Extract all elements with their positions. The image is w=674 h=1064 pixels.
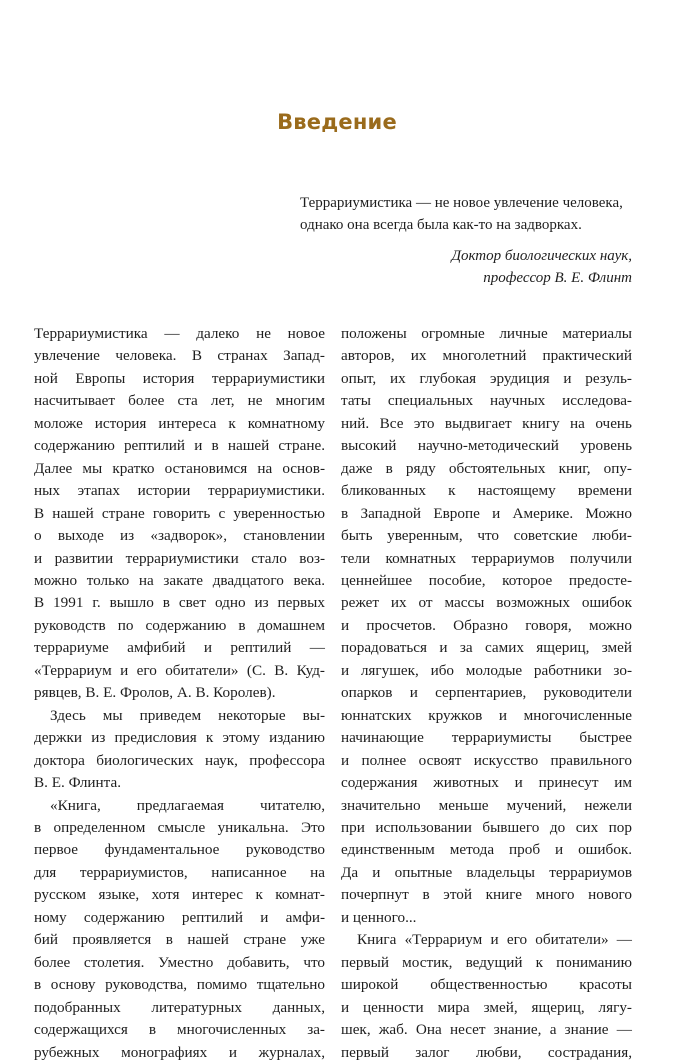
text-line: Здесь мы приведем некоторые вы- xyxy=(50,706,325,724)
text-line: бликованных к настоящему времени xyxy=(341,482,632,500)
text-line: держки из предисловия к этому изданию xyxy=(34,729,325,747)
text-line: подобранных литературных данных, xyxy=(34,998,325,1016)
attribution-line: профессор В. Е. Флинт xyxy=(483,270,632,286)
text-line: рубежных монографиях и журналах, xyxy=(34,1043,325,1061)
text-line: и ценного... xyxy=(341,908,417,926)
text-line: опарков и серпентариев, руководители xyxy=(341,684,632,702)
epigraph xyxy=(300,192,632,289)
text-line: и полнее освоят искусство правильного xyxy=(341,751,632,769)
text-line: увлечение человека. В странах Запад- xyxy=(34,347,325,365)
right-column xyxy=(341,323,632,1064)
text-line: ний. Все это выдвигает книгу на очень xyxy=(341,414,632,432)
text-line: при использовании бывшего до сих пор xyxy=(341,818,632,836)
text-line: быть уверенным, что советские люби- xyxy=(341,527,632,545)
text-line: и ценности мира змей, ящериц, лягу- xyxy=(341,998,632,1016)
epigraph-quote xyxy=(300,192,632,236)
text-line: террариуме амфибий и рептилий — xyxy=(34,639,325,657)
text-line: тели комнатных террариумов получили xyxy=(341,549,632,567)
text-line: ных этапах истории террариумистики. xyxy=(34,482,325,500)
text-line: значительно меньше мучений, нежели xyxy=(341,796,632,814)
text-line: доктора биологических наук, профессора xyxy=(34,751,325,769)
text-line: шек, жаб. Она несет знание, а знание — xyxy=(341,1021,632,1039)
text-line: даже в ряду обстоятельных книг, опу- xyxy=(341,459,632,477)
text-line: Книга «Террариум и его обитатели» — xyxy=(357,931,632,949)
text-line: содержащихся в многочисленных за- xyxy=(34,1021,325,1039)
text-line: ной Европы история террариумистики xyxy=(34,369,325,387)
attribution-line: Доктор биологических наук, xyxy=(451,248,632,264)
text-line: положены огромные личные материалы xyxy=(341,325,632,342)
text-line: почерпнут в этой книге много нового xyxy=(341,886,632,904)
text-line: содержанию рептилий и в нашей стране. xyxy=(34,437,325,455)
text-line: бий проявляется в нашей стране уже xyxy=(34,931,325,949)
text-line: режет их от массы возможных ошибок xyxy=(341,594,632,612)
text-line: Да и опытные владельцы террариумов xyxy=(341,863,632,881)
text-line: Террариумистика — далеко не новое xyxy=(34,325,325,342)
left-column xyxy=(34,323,325,1064)
text-line: и просчетов. Образно говоря, можно xyxy=(341,616,632,634)
text-line: юннатских кружков и многочисленные xyxy=(341,706,632,724)
epigraph-line: однако она всегда была как-то на задворках. xyxy=(300,217,582,233)
text-line: широкой общественностью красоты xyxy=(341,976,632,994)
text-line: в Западной Европе и Америке. Можно xyxy=(341,504,632,522)
text-line: первое фундаментальное руководство xyxy=(34,841,325,859)
text-line: опыт, их глубокая эрудиция и резуль- xyxy=(341,369,632,387)
text-line: насчитывает более ста лет, не многим xyxy=(34,392,325,410)
epigraph-line: Террариумистика — не новое увлечение человека, xyxy=(300,195,623,211)
text-line: порадоваться и за самих ящериц, змей xyxy=(341,639,632,657)
text-line: содержания животных и принесут им xyxy=(341,774,632,792)
text-line: «Террариум и его обитатели» (С. В. Куд- xyxy=(34,661,325,679)
text-line: начинающие террариумисты быстрее xyxy=(341,729,632,747)
text-line: более столетия. Уместно добавить, что xyxy=(34,953,325,971)
text-line: рявцев, В. Е. Фролов, А. В. Королев). xyxy=(34,684,276,702)
text-line: В 1991 г. вышло в свет одно из первых xyxy=(34,594,325,612)
text-line: ному содержанию рептилий и амфи- xyxy=(34,908,325,926)
chapter-title: Введение xyxy=(277,110,397,134)
epigraph-attribution xyxy=(300,245,632,289)
text-line: высокий научно-методический уровень xyxy=(341,437,632,455)
text-line: В. Е. Флинта. xyxy=(34,774,122,792)
text-line: в определенном смысле уникальна. Это xyxy=(34,818,325,836)
text-line: в основу руководства, помимо тщательно xyxy=(34,976,325,994)
text-line: первый мостик, ведущий к пониманию xyxy=(341,953,632,971)
text-line: можно только на закате двадцатого века. xyxy=(34,571,325,589)
text-line: моложе история интереса к комнатному xyxy=(34,414,325,432)
text-line: Далее мы кратко остановимся на основ- xyxy=(34,459,325,477)
text-line: ценнейшее пособие, которое предосте- xyxy=(341,571,632,589)
text-line: «Книга, предлагаемая читателю, xyxy=(50,796,325,814)
text-line: В нашей стране говорить с уверенностью xyxy=(34,504,325,522)
text-line: русском языке, хотя интерес к комнат- xyxy=(34,886,325,904)
text-line: единственным метода проб и ошибок. xyxy=(341,841,632,859)
text-line: авторов, их многолетний практический xyxy=(341,347,632,365)
text-line: и развитии террариумистики стало воз- xyxy=(34,549,325,567)
text-line: таты специальных научных исследова- xyxy=(341,392,632,410)
text-line: первый залог любви, сострадания, xyxy=(341,1043,632,1061)
text-line: и лягушек, ибо молодые работники зо- xyxy=(341,661,632,679)
text-line: о выходе из «задворок», становлении xyxy=(34,527,325,545)
text-line: для террариумистов, написанное на xyxy=(34,863,325,881)
text-line: руководств по содержанию в домашнем xyxy=(34,616,325,634)
